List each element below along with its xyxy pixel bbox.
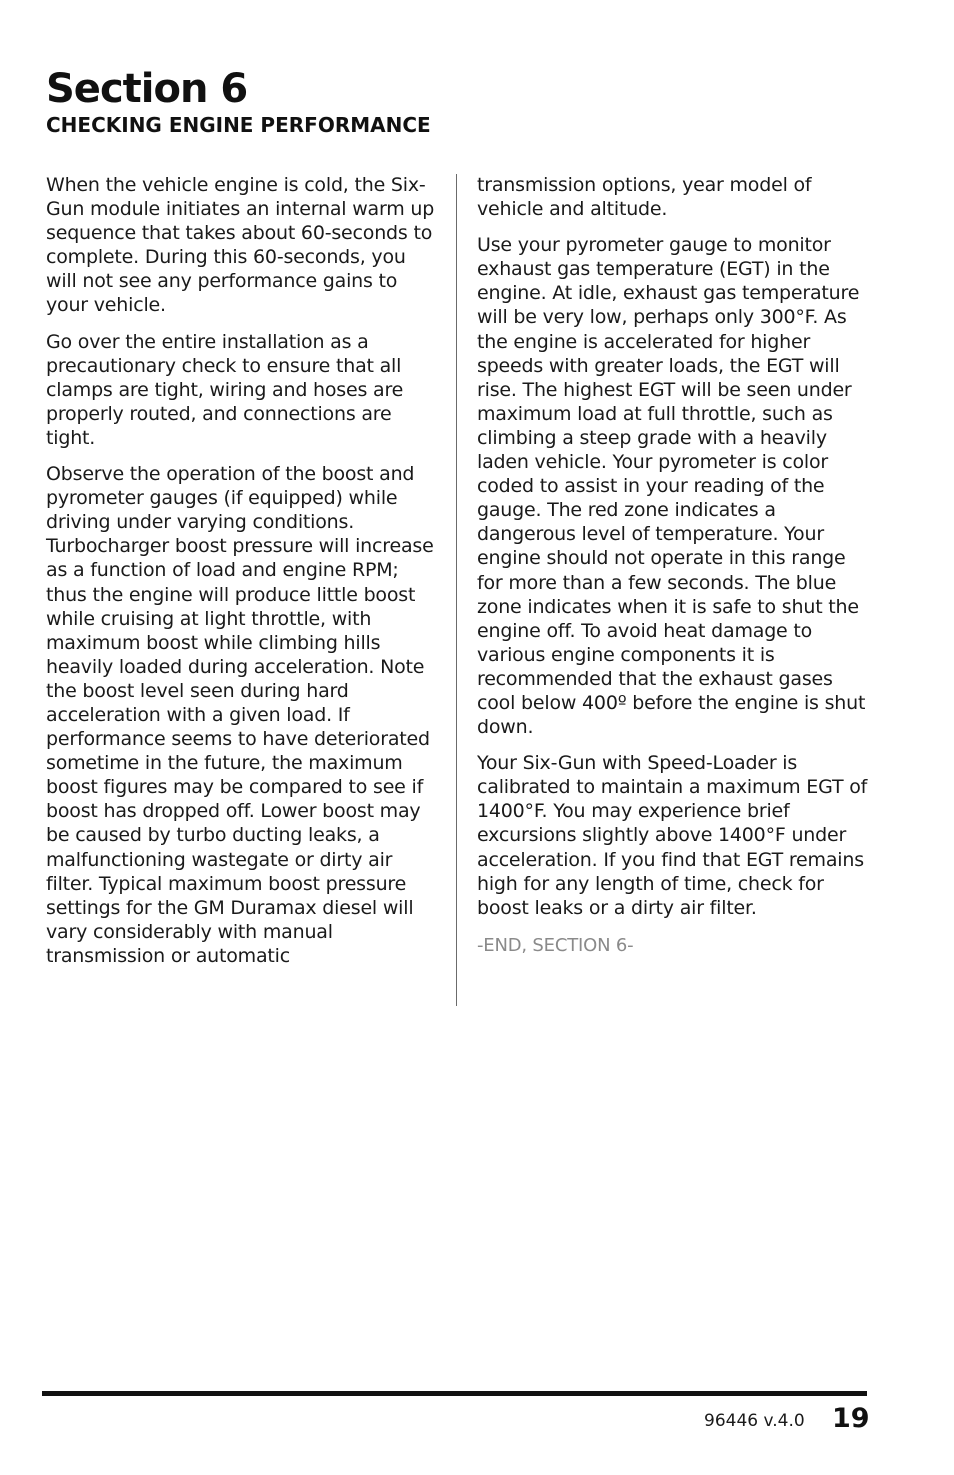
- paragraph-pyrometer-egt: Use your pyrometer gauge to monitor exhaust gas temperature (EGT) in the engine. At idle, exhaust gas temperature will be very low, perhaps only 300°F. As the engine is accelerated for higher speeds with greater loads, the EGT will rise. The highest EGT will be seen under maximum load at full throttle, such as climbing a steep grade with a heavily laden vehicle. Your pyrometer is color coded to assist in your reading of the gauge. The red zone indicates a dangerous level of temperature. Your engine should not operate in this range for more than a few seconds. The blue zone indicates when it is safe to shut the engine off. To avoid heat damage to various engine components it is recommended that the exhaust gases cool below 400º before the engine is shut down.: [477, 234, 866, 739]
- paragraph-installation-check: Go over the entire installation as a precautionary check to ensure that all clamps are tight, wiring and hoses are properly routed, and connections are tight.: [46, 330, 404, 449]
- document-version: 96446 v.4.0: [704, 1411, 805, 1431]
- paragraph-boost-gauges: Observe the operation of the boost and pyrometer gauges (if equipped) while driving under varying conditions. Turbocharger boost pressure will increase as a function of load and engine RPM; thus the engine will produce little boost while cruising at light throttle, with maximum boost while climbing hills heavily loaded during acceleration. Note the boost level seen during hard acceleration with a given load. If performance seems to have deteriorated sometime in the future, the maximum boost figures may be compared to see if boost has dropped off. Lower boost may be caused by turbo ducting leaks, a malfunctioning wastegate or dirty air filter. Typical maximum boost pressure settings for the GM Duramax diesel will vary considerably with manual transmission or automatic: [46, 463, 434, 967]
- paragraph-warm-up: When the vehicle engine is cold, the Six-Gun module initiates an internal warm up sequence that takes about 60-seconds to complete. During this 60-seconds, you will not see any performance gains to your vehicle.: [46, 174, 435, 317]
- left-column: [46, 173, 441, 980]
- end-of-section-marker: -END, SECTION 6-: [477, 934, 634, 956]
- page-number: 19: [832, 1403, 870, 1434]
- paragraph-speed-loader: Your Six-Gun with Speed-Loader is calibrated to maintain a maximum EGT of 1400°F. You may experience brief excursions slightly above 1400°F under acceleration. If you find that EGT remains high for any length of time, check for boost leaks or a dirty air filter.: [477, 752, 868, 919]
- column-divider: [456, 174, 457, 1006]
- right-column: [477, 173, 872, 970]
- paragraph-transmission-continued: transmission options, year model of vehicle and altitude.: [477, 174, 812, 221]
- section-subtitle: CHECKING ENGINE PERFORMANCE: [46, 113, 431, 137]
- footer-rule: [42, 1391, 867, 1396]
- section-title: Section 6: [46, 66, 248, 112]
